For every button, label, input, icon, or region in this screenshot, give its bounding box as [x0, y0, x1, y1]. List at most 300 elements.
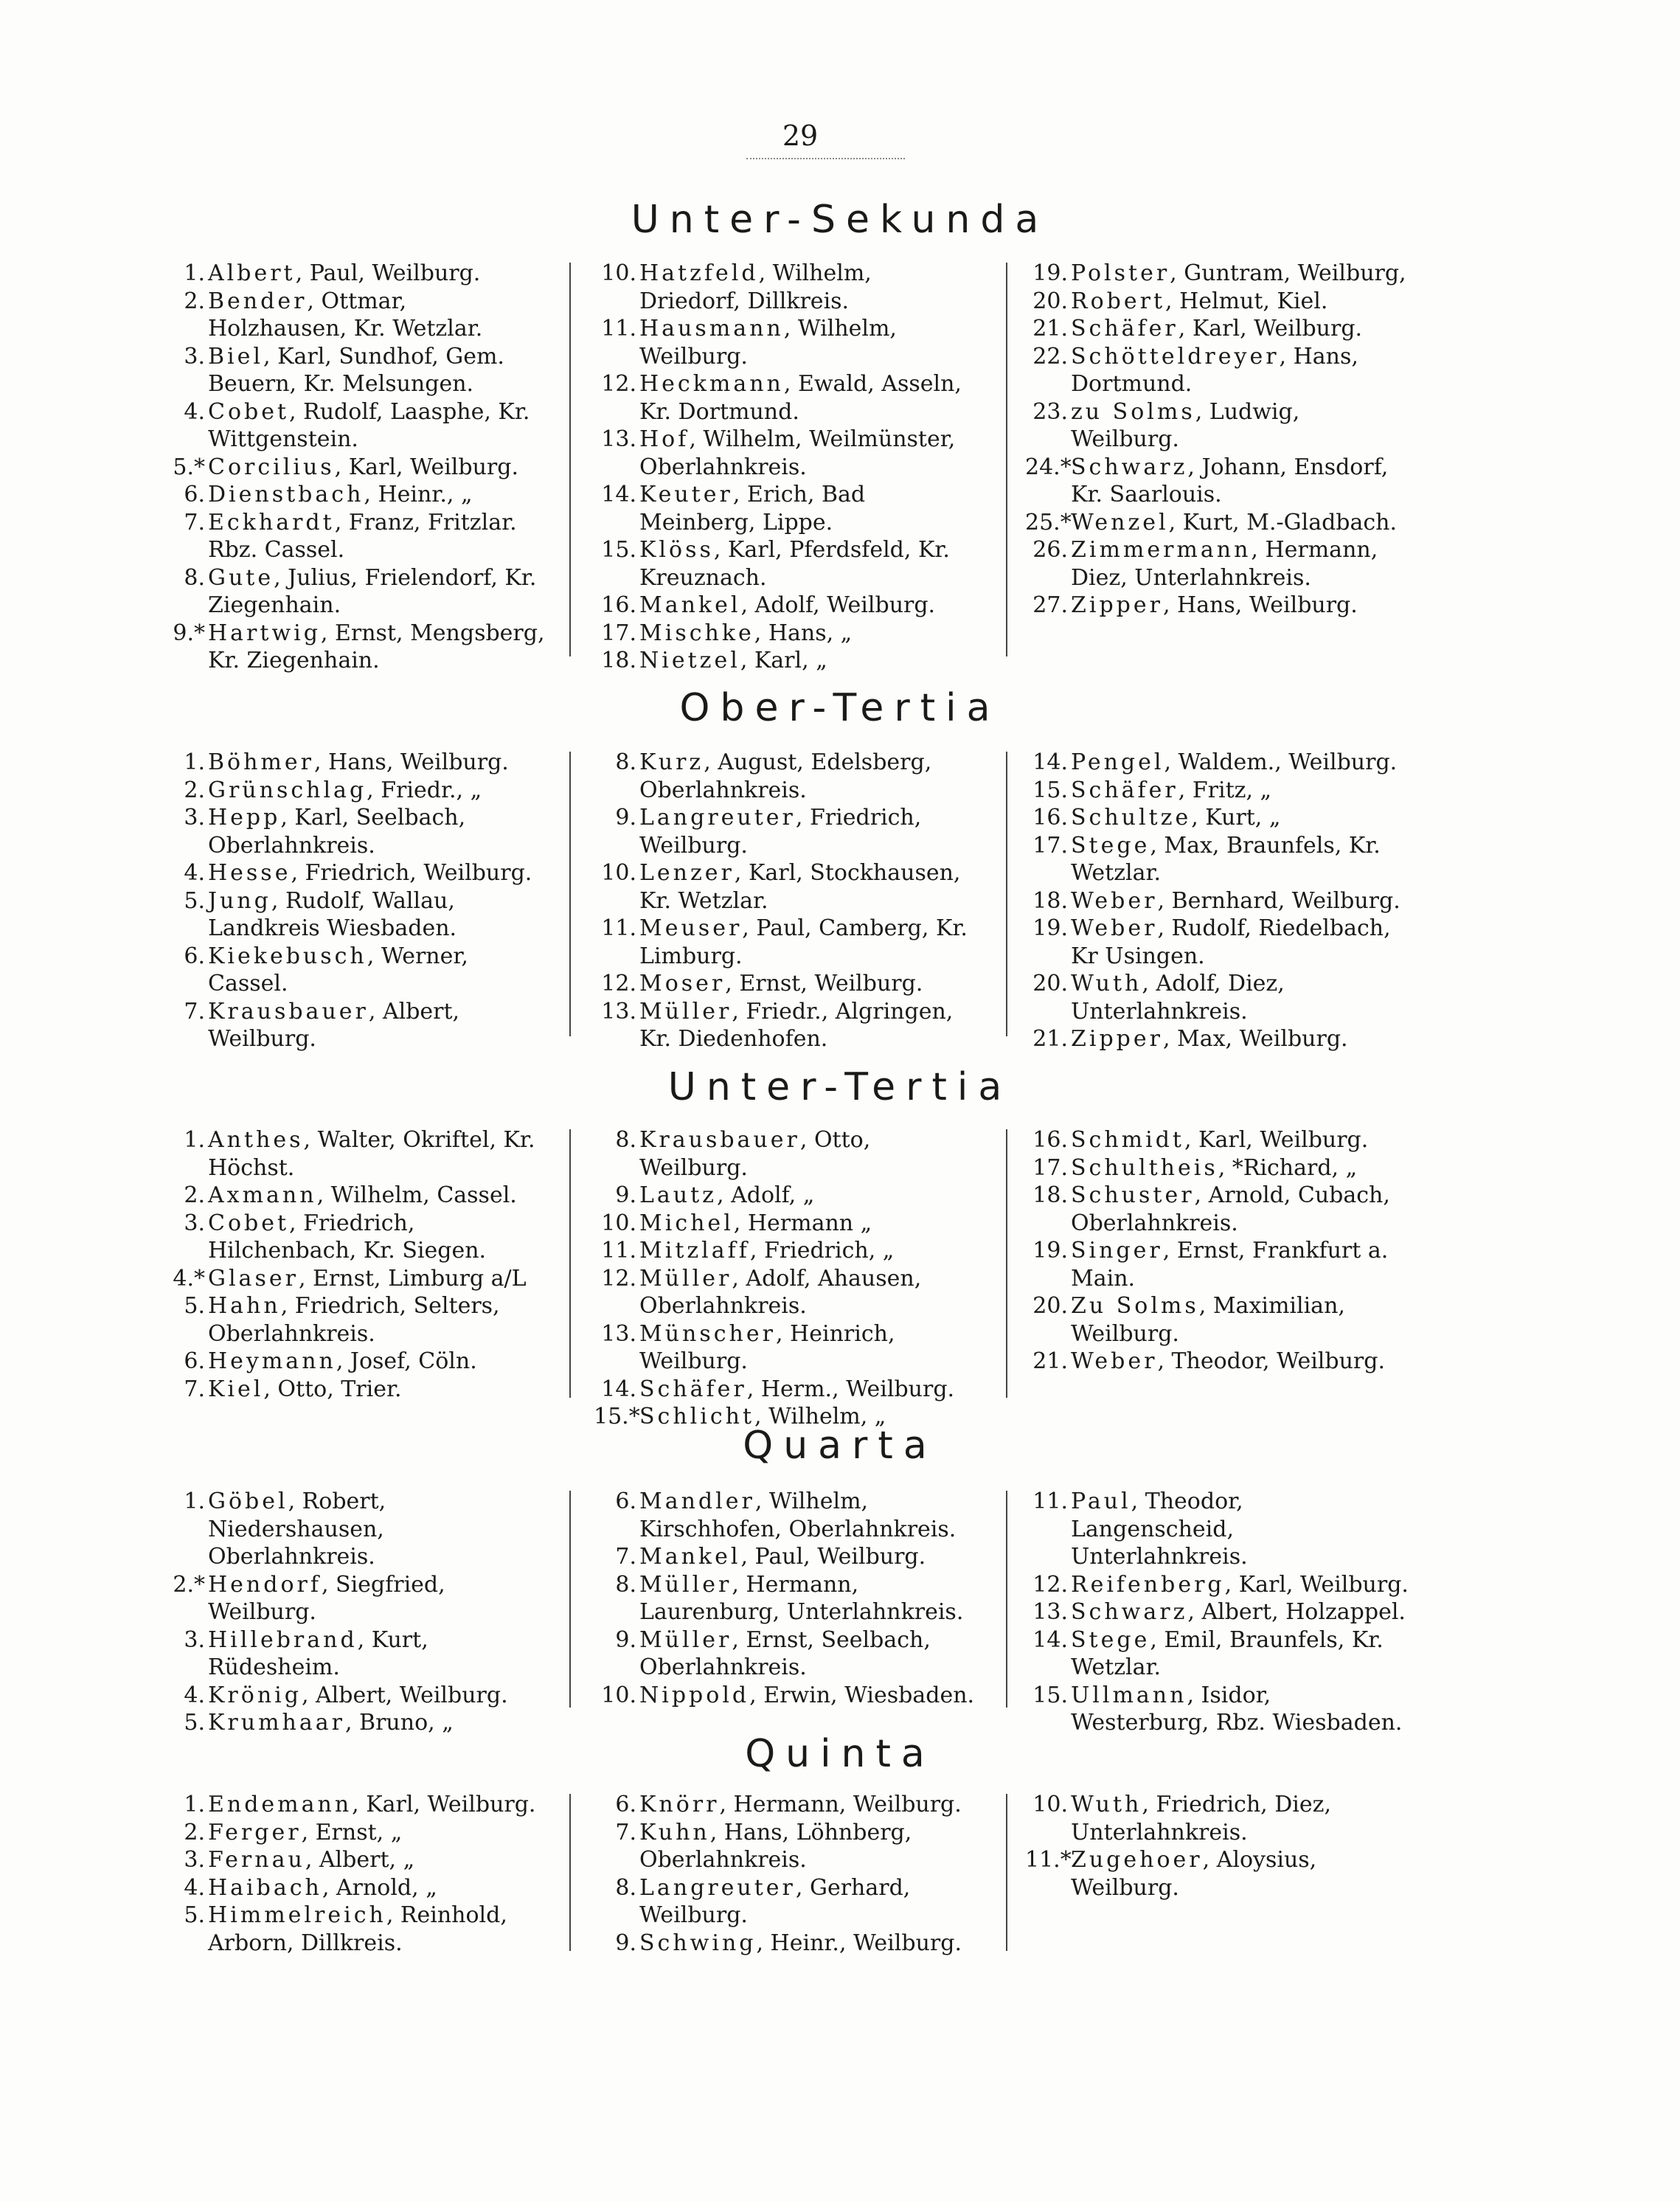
entry-number: 7.: [184, 998, 205, 1025]
roster-entry: [162, 1348, 546, 1376]
roster-entry: [1025, 288, 1409, 316]
entry-details: , Wilhelm, Kirschhofen, Oberlahnkreis.: [639, 1488, 957, 1542]
column-divider: [569, 1794, 571, 1951]
roster-entry: [1025, 1237, 1409, 1292]
entry-details: , Ottmar, Holzhausen, Kr. Wetzlar.: [208, 288, 483, 342]
entry-details: , Paul, Weilburg.: [740, 1544, 926, 1570]
entry-number: 8.: [615, 1127, 636, 1153]
roster-entry: [594, 1571, 977, 1626]
roster-entry: [162, 1682, 546, 1710]
entry-surname: Keuter: [639, 482, 733, 507]
entry-number: 16.: [601, 592, 636, 618]
entry-details: , Rudolf, Wallau, Landkreis Wiesbaden.: [208, 887, 457, 941]
entry-surname: Ullmann: [1071, 1682, 1187, 1708]
entry-number: 6.: [615, 1488, 636, 1514]
entry-number: 3.: [184, 805, 205, 831]
entry-details: , Friedr., „: [367, 777, 482, 803]
entry-surname: Schwing: [639, 1930, 757, 1956]
entry-details: , Julius, Frielendorf, Kr. Ziegenhain.: [208, 564, 537, 618]
entry-details: , Karl, Weilburg.: [334, 454, 518, 480]
entry-surname: Mischke: [639, 620, 754, 646]
column-divider: [1006, 1794, 1007, 1951]
roster-entry: [1025, 777, 1409, 805]
roster-entry: [1025, 1348, 1409, 1376]
entry-number: 19.: [1032, 915, 1068, 941]
entry-surname: Cobet: [208, 1210, 290, 1236]
entry-number: 9.: [615, 1182, 636, 1208]
entry-surname: Stege: [1071, 832, 1150, 859]
entry-number: 10.: [601, 860, 636, 886]
entry-number: 3.: [184, 343, 205, 370]
entry-details: , Hans, Löhnberg, Oberlahnkreis.: [639, 1819, 912, 1873]
roster-entry: [594, 1237, 977, 1265]
entry-details: , Karl, Sundhof, Gem. Beuern, Kr. Melsungen.: [208, 343, 504, 397]
entry-details: , Rudolf, Riedelbach, Kr Usingen.: [1071, 915, 1391, 969]
entry-details: , Friedrich, Diez, Unterlahnkreis.: [1071, 1792, 1331, 1845]
entry-details: , Kurt, Rüdesheim.: [208, 1626, 428, 1680]
entry-surname: Schuster: [1071, 1182, 1195, 1208]
entry-details: , Karl, Weilburg.: [1184, 1127, 1369, 1153]
roster-entry: [162, 1292, 546, 1348]
entry-surname: Mankel: [639, 592, 741, 618]
roster-entry: [594, 620, 977, 648]
entry-details: , Otto, Weilburg.: [639, 1127, 871, 1181]
roster-entry: [594, 260, 977, 315]
entry-number: 4.: [184, 860, 205, 886]
roster-entry: [594, 1819, 977, 1874]
entry-number: 4.*: [173, 1265, 205, 1292]
entry-details: , Arnold, Cubach, Oberlahnkreis.: [1071, 1182, 1390, 1236]
roster-entry: [594, 1210, 977, 1238]
entry-details: , Max, Braunfels, Kr. Wetzlar.: [1071, 832, 1381, 886]
roster-entry: [594, 1791, 977, 1819]
entry-details: , Hermann, Laurenburg, Unterlahnkreis.: [639, 1571, 964, 1625]
entry-number: 16.: [1032, 1127, 1068, 1153]
entry-surname: Hesse: [208, 860, 291, 886]
entry-surname: Wenzel: [1071, 509, 1169, 535]
entry-number: 25.*: [1025, 509, 1072, 535]
entry-details: , Albert, Weilburg.: [301, 1682, 508, 1708]
roster-entry: [162, 1488, 546, 1571]
entry-details: , Albert, „: [305, 1847, 415, 1873]
roster-entry: [162, 1376, 546, 1404]
entry-details: , Ewald, Asseln, Kr. Dortmund.: [639, 371, 962, 425]
entry-details: , Guntram, Weilburg,: [1170, 260, 1406, 286]
entry-number: 16.: [1032, 805, 1068, 831]
entry-details: , Hermann „: [733, 1210, 872, 1236]
entry-details: , Karl, „: [740, 648, 827, 673]
roster-entry: [162, 1846, 546, 1874]
entry-number: 21.: [1032, 1348, 1068, 1374]
entry-number: 5.: [184, 1710, 205, 1736]
roster-entry: [1025, 915, 1409, 970]
entry-surname: Gute: [208, 564, 274, 591]
entry-details: , Reinhold, Arborn, Dillkreis.: [208, 1902, 507, 1956]
roster-entry: [594, 481, 977, 536]
entry-number: 1.: [184, 1792, 205, 1817]
entry-surname: Zugehoer: [1071, 1847, 1203, 1873]
entry-surname: Reifenberg: [1071, 1571, 1225, 1598]
entry-details: , Helmut, Kiel.: [1165, 288, 1328, 314]
entry-number: 11.: [1032, 1488, 1068, 1514]
entry-details: , Josef, Cöln.: [336, 1348, 477, 1374]
roster-entry: [162, 887, 546, 943]
roster-entry: [594, 426, 977, 481]
entry-surname: Weber: [1071, 1348, 1158, 1374]
entry-surname: Mankel: [639, 1544, 741, 1570]
roster-entry: [162, 1265, 546, 1293]
entry-details: , Wilhelm, Cassel.: [316, 1182, 517, 1208]
entry-surname: Göbel: [208, 1488, 288, 1514]
entry-surname: Michel: [639, 1210, 734, 1236]
entry-surname: Polster: [1071, 260, 1170, 286]
section-title: Ober-Tertia: [679, 686, 1001, 730]
roster-entry: [594, 1488, 977, 1543]
entry-surname: Pengel: [1071, 749, 1164, 775]
roster-entry: [1025, 804, 1409, 832]
entry-number: 6.: [184, 482, 205, 507]
entry-details: , Siegfried, Weilburg.: [208, 1571, 445, 1625]
entry-surname: Mandler: [639, 1488, 755, 1514]
entry-surname: Grünschlag: [208, 777, 367, 803]
roster-entry: [1025, 592, 1409, 620]
entry-details: , Adolf, Weilburg.: [740, 592, 936, 618]
entry-details: , Hans, Dortmund.: [1071, 343, 1358, 397]
entry-details: , Heinr., Weilburg.: [756, 1930, 962, 1956]
entry-details: , Friedrich, Weilburg.: [639, 805, 922, 859]
entry-number: 10.: [601, 260, 636, 286]
entry-number: 15.: [601, 537, 636, 563]
roster-column: [162, 1126, 546, 1403]
roster-column: [1025, 260, 1409, 620]
entry-details: , Rudolf, Laasphe, Kr. Wittgenstein.: [208, 398, 530, 452]
roster-entry: [162, 943, 546, 998]
roster-column: [162, 1488, 546, 1737]
entry-number: 2.: [184, 288, 205, 314]
entry-number: 3.: [184, 1626, 205, 1653]
entry-details: , Theodor, Langenscheid, Unterlahnkreis.: [1071, 1488, 1248, 1570]
entry-surname: Axmann: [208, 1182, 317, 1208]
roster-column: [594, 260, 977, 675]
entry-number: 5.: [184, 887, 205, 914]
entry-number: 21.: [1032, 316, 1068, 342]
entry-surname: Schwarz: [1071, 1599, 1188, 1625]
entry-details: , Ludwig, Weilburg.: [1071, 398, 1300, 452]
entry-details: , Kurt, „: [1191, 805, 1281, 831]
roster-entry: [594, 1930, 977, 1958]
entry-number: 8.: [184, 564, 205, 591]
entry-number: 12.: [1032, 1571, 1068, 1598]
entry-details: , Paul, Weilburg.: [295, 260, 481, 286]
roster-entry: [1025, 398, 1409, 454]
entry-details: , Walter, Okriftel, Kr. Höchst.: [208, 1127, 535, 1181]
entry-surname: Müller: [639, 1571, 732, 1598]
roster-entry: [594, 1543, 977, 1571]
entry-surname: Stege: [1071, 1626, 1150, 1653]
roster-entry: [162, 1126, 546, 1182]
entry-surname: Weber: [1071, 887, 1158, 914]
entry-surname: Weber: [1071, 915, 1158, 941]
entry-number: 15.: [1032, 777, 1068, 803]
entry-surname: Zipper: [1071, 1026, 1163, 1052]
entry-details: , Gerhard, Weilburg.: [639, 1874, 911, 1928]
roster-entry: [1025, 1682, 1409, 1737]
entry-details: , Wilhelm, Driedorf, Dillkreis.: [639, 260, 872, 314]
entry-surname: Klöss: [639, 537, 714, 563]
column-divider: [1006, 1491, 1007, 1708]
entry-surname: Hausmann: [639, 316, 784, 342]
entry-number: 12.: [601, 1265, 636, 1292]
entry-surname: Glaser: [208, 1265, 299, 1292]
entry-number: 2.*: [173, 1571, 205, 1598]
entry-number: 3.: [184, 1210, 205, 1236]
entry-details: , Maximilian, Weilburg.: [1071, 1293, 1345, 1347]
roster-entry: [1025, 1846, 1409, 1902]
entry-number: 24.*: [1025, 454, 1072, 480]
entry-number: 6.: [615, 1792, 636, 1817]
entry-number: 8.: [615, 749, 636, 775]
entry-surname: Nietzel: [639, 648, 740, 673]
roster-entry: [594, 749, 977, 804]
entry-surname: Langreuter: [639, 805, 796, 831]
entry-number: 1.: [184, 260, 205, 286]
roster-entry: [1025, 1126, 1409, 1154]
entry-details: , Theodor, Weilburg.: [1157, 1348, 1385, 1374]
entry-surname: Müller: [639, 998, 732, 1025]
entry-surname: Hahn: [208, 1293, 281, 1319]
entry-number: 4.: [184, 398, 205, 425]
entry-details: , Emil, Braunfels, Kr. Wetzlar.: [1071, 1626, 1384, 1680]
roster-column: [162, 749, 546, 1053]
entry-surname: Heckmann: [639, 371, 784, 397]
roster-entry: [1025, 1791, 1409, 1846]
entry-number: 6.: [184, 1348, 205, 1374]
roster-column: [162, 1791, 546, 1957]
column-divider: [569, 263, 571, 656]
entry-details: , Albert, Holzappel.: [1187, 1599, 1406, 1625]
entry-surname: Endemann: [208, 1792, 353, 1817]
entry-surname: Krausbauer: [639, 1127, 800, 1153]
entry-surname: Hendorf: [208, 1571, 322, 1598]
roster-entry: [162, 620, 546, 675]
entry-details: , Hans, „: [754, 620, 853, 646]
entry-number: 17.: [1032, 832, 1068, 859]
entry-surname: Müller: [639, 1626, 732, 1653]
entry-details: , Waldem., Weilburg.: [1164, 749, 1398, 775]
entry-number: 14.: [1032, 749, 1068, 775]
entry-surname: Kiel: [208, 1376, 264, 1402]
roster-entry: [594, 315, 977, 370]
entry-details: , Robert, Niedershausen, Oberlahnkreis.: [208, 1488, 386, 1570]
column-divider: [569, 1491, 571, 1708]
roster-entry: [162, 1210, 546, 1265]
column-divider: [569, 1129, 571, 1398]
roster-entry: [162, 1626, 546, 1682]
entry-number: 18.: [1032, 887, 1068, 914]
roster-column: [1025, 1126, 1409, 1376]
entry-surname: Jung: [208, 887, 271, 914]
roster-entry: [1025, 887, 1409, 915]
entry-details: , Albert, Weilburg.: [208, 998, 460, 1052]
entry-number: 6.: [184, 943, 205, 969]
entry-surname: Langreuter: [639, 1874, 796, 1901]
entry-details: , Erwin, Wiesbaden.: [749, 1682, 975, 1708]
roster-entry: [1025, 260, 1409, 288]
entry-surname: Biel: [208, 343, 263, 370]
entry-details: , Ernst, „: [301, 1819, 403, 1845]
entry-surname: Wuth: [1071, 1792, 1142, 1817]
entry-surname: Kiekebusch: [208, 943, 367, 969]
entry-number: 5.: [184, 1293, 205, 1319]
entry-number: 23.: [1032, 398, 1068, 425]
entry-number: 26.: [1032, 537, 1068, 563]
entry-details: , Friedrich, „: [749, 1238, 895, 1264]
roster-column: [1025, 749, 1409, 1053]
roster-entry: [1025, 536, 1409, 592]
entry-details: , Ernst, Weilburg.: [725, 971, 923, 996]
roster-entry: [1025, 1571, 1409, 1599]
entry-details: , Bruno, „: [344, 1710, 454, 1736]
entry-number: 14.: [1032, 1626, 1068, 1653]
entry-surname: Kuhn: [639, 1819, 710, 1845]
roster-entry: [162, 564, 546, 620]
entry-surname: Schultheis: [1071, 1154, 1218, 1181]
entry-details: , Friedrich, Hilchenbach, Kr. Siegen.: [208, 1210, 487, 1264]
roster-entry: [594, 915, 977, 970]
entry-details: , Karl, Pferdsfeld, Kr. Kreuznach.: [639, 537, 950, 591]
roster-entry: [594, 859, 977, 915]
entry-number: 15.*: [594, 1404, 640, 1429]
entry-number: 13.: [1032, 1599, 1068, 1625]
entry-number: 8.: [615, 1874, 636, 1901]
entry-surname: Schultze: [1071, 805, 1192, 831]
entry-number: 18.: [1032, 1182, 1068, 1208]
entry-number: 14.: [601, 482, 636, 507]
entry-surname: Zu Solms: [1071, 1293, 1199, 1319]
entry-details: , Friedrich, Weilburg.: [291, 860, 532, 886]
entry-details: , Karl, Stockhausen, Kr. Wetzlar.: [639, 860, 961, 914]
entry-surname: Hof: [639, 426, 690, 452]
entry-details: , Werner, Cassel.: [208, 943, 468, 996]
entry-surname: Hartwig: [208, 620, 321, 646]
roster-entry: [594, 370, 977, 426]
entry-details: , Paul, Camberg, Kr. Limburg.: [639, 915, 968, 969]
roster-entry: [162, 1182, 546, 1210]
roster-column: [162, 260, 546, 675]
entry-details: , Heinr., „: [364, 482, 473, 507]
roster-entry: [1025, 1182, 1409, 1237]
entry-number: 9.: [615, 805, 636, 831]
entry-details: , August, Edelsberg, Oberlahnkreis.: [639, 749, 932, 803]
entry-number: 7.: [184, 509, 205, 535]
roster-entry: [162, 343, 546, 398]
roster-entry: [162, 288, 546, 343]
roster-entry: [1025, 1626, 1409, 1682]
entry-number: 2.: [184, 1819, 205, 1845]
roster-entry: [162, 1874, 546, 1902]
entry-number: 8.: [615, 1571, 636, 1598]
entry-details: , Wilhelm, Weilmünster, Oberlahnkreis.: [639, 426, 956, 480]
entry-details: , Max, Weilburg.: [1162, 1026, 1348, 1052]
roster-entry: [162, 398, 546, 454]
entry-details: , Arnold, „: [322, 1874, 437, 1901]
entry-number: 12.: [601, 371, 636, 397]
roster-column: [594, 1488, 977, 1709]
entry-details: , Karl, Seelbach, Oberlahnkreis.: [208, 805, 466, 859]
entry-details: , Bernhard, Weilburg.: [1157, 887, 1400, 914]
entry-details: , Adolf, Ahausen, Oberlahnkreis.: [639, 1265, 922, 1319]
roster-entry: [594, 804, 977, 859]
column-divider: [1006, 752, 1007, 1036]
roster-entry: [162, 777, 546, 805]
entry-number: 11.: [601, 915, 636, 941]
roster-entry: [594, 1874, 977, 1930]
roster-entry: [594, 1320, 977, 1376]
entry-number: 1.: [184, 1127, 205, 1153]
entry-details: , Friedrich, Selters, Oberlahnkreis.: [208, 1293, 500, 1347]
entry-surname: Hillebrand: [208, 1626, 358, 1653]
roster-entry: [1025, 1154, 1409, 1182]
entry-number: 10.: [601, 1682, 636, 1708]
roster-entry: [1025, 315, 1409, 343]
entry-number: 9.: [615, 1930, 636, 1956]
roster-entry: [162, 1571, 546, 1626]
entry-number: 17.: [1032, 1154, 1068, 1181]
entry-surname: Cobet: [208, 398, 290, 425]
entry-surname: Schlicht: [639, 1404, 755, 1429]
page-number: 29: [782, 119, 819, 152]
entry-number: 1.: [184, 749, 205, 775]
entry-number: 13.: [601, 998, 636, 1025]
entry-surname: Singer: [1071, 1238, 1163, 1264]
entry-surname: Lenzer: [639, 860, 735, 886]
roster-entry: [1025, 343, 1409, 398]
entry-surname: Himmelreich: [208, 1902, 386, 1928]
entry-surname: Corcilius: [208, 454, 335, 480]
entry-number: 13.: [601, 1320, 636, 1347]
roster-entry: [162, 454, 546, 482]
roster-entry: [162, 1791, 546, 1819]
entry-number: 7.: [615, 1544, 636, 1570]
entry-number: 7.: [184, 1376, 205, 1402]
roster-entry: [162, 260, 546, 288]
roster-entry: [1025, 749, 1409, 777]
entry-surname: Haibach: [208, 1874, 322, 1901]
entry-number: 10.: [601, 1210, 636, 1236]
section-title: Quinta: [745, 1732, 935, 1776]
roster-entry: [594, 1265, 977, 1320]
entry-details: , Ernst, Mengsberg, Kr. Ziegenhain.: [208, 620, 545, 673]
roster-entry: [1025, 970, 1409, 1025]
roster-entry: [162, 859, 546, 887]
entry-surname: Eckhardt: [208, 509, 335, 535]
entry-number: 21.: [1032, 1026, 1068, 1052]
entry-surname: Fernau: [208, 1847, 305, 1873]
entry-number: 15.: [1032, 1682, 1068, 1708]
entry-number: 11.: [601, 316, 636, 342]
entry-surname: Schäfer: [1071, 316, 1179, 342]
entry-number: 18.: [601, 648, 636, 673]
entry-details: , *Richard, „: [1218, 1154, 1358, 1181]
roster-entry: [1025, 509, 1409, 537]
entry-number: 20.: [1032, 971, 1068, 996]
entry-surname: Dienstbach: [208, 482, 364, 507]
entry-number: 4.: [184, 1682, 205, 1708]
entry-details: , Ernst, Limburg a/L: [298, 1265, 527, 1292]
entry-surname: Schwarz: [1071, 454, 1188, 480]
entry-details: , Wilhelm, „: [754, 1404, 886, 1429]
entry-details: , Hermann, Weilburg.: [719, 1792, 962, 1817]
